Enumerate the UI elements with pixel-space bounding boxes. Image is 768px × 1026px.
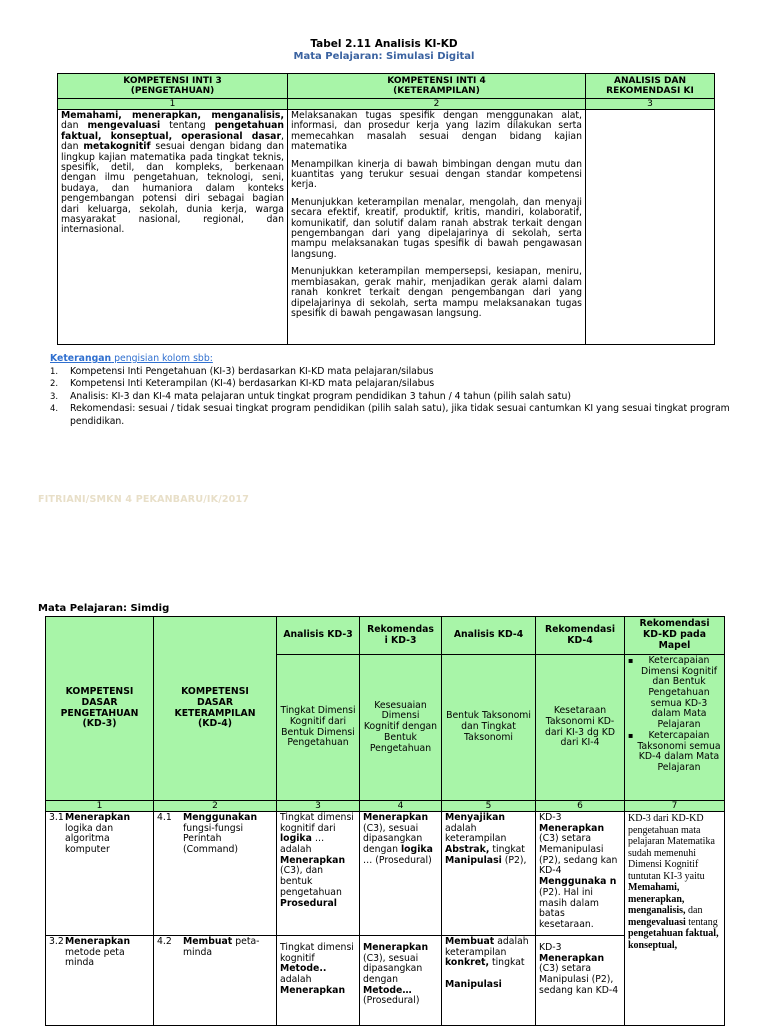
notes-list	[50, 366, 740, 429]
list-item: 1. Kompetensi Inti Pengetahuan (KI-3) berdasarkan KI-KD mata pelajaran/silabus	[50, 365, 434, 377]
ki3-cell: Memahami, menerapkan, menganalisis, dan mengevaluasi tentang pengetahuan faktual, konseptual, operasional dasar, dan metakognitif sesuai dengan bidang dan lingkup kajian matematika pada tingkat teknis, spesifik, detil, dan kompleks, berkenaan dengan ilmu pengetahuan, teknologi, seni, budaya, dan humaniora dalam konteks pengembangan potensi diri sebagai bagian dari keluarga, sekolah, dunia kerja, warga masyarakat nasional, regional, dan internasional.	[58, 110, 288, 345]
col-number: 1	[46, 801, 154, 812]
col-number: 2	[288, 99, 586, 110]
table-row	[46, 936, 725, 1026]
sub-rekomendasi-kd4: Kesetaraan Taksonomi KD-dari KI-3 dg KD dari KI-4	[536, 655, 625, 801]
analisis-kd4-cell: Menyajikan adalah keterampilan Abstrak, tingkat Manipulasi (P2),	[442, 812, 536, 936]
ki4-paragraph: Menunjukkan keterampilan menalar, mengolah, dan menyaji secara efektif, kreatif, produktif, kritis, mandiri, kolaboratif, komunikatif, dan solutif dalam ranah abstrak terkait dengan pengembangan dari yang dipelajarinya di sekolah, serta mampu melaksanakan tugas spesifik di bawah pengawasan langsung.	[291, 196, 582, 260]
sub-rekomendasi-kd-mapel	[625, 655, 725, 801]
kd4-cell: 4.2 Membuat peta-minda	[154, 936, 277, 1026]
header-rekomendasi-kd3: Rekomendas i KD-3	[360, 617, 442, 655]
table-subtitle: Mata Pelajaran: Simulasi Digital	[293, 51, 475, 62]
rekomendasi-kd4-cell: KD-3 Menerapkan (C3) setara Manipulasi (P2), sedang kan KD-4	[536, 936, 625, 1026]
kd3-cell: 3.2 Menerapkan metode peta minda	[46, 936, 154, 1026]
list-item: 2. Kompetensi Inti Keterampilan (KI-4) berdasarkan KI-KD mata pelajaran/silabus	[50, 378, 435, 389]
rekomendasi-kd3-cell: Menerapkan (C3), sesuai dipasangkan dengan logika … (Prosedural)	[360, 812, 442, 936]
col-number: 4	[360, 801, 442, 812]
table-title: Tabel 2.11 Analisis KI-KD	[310, 38, 458, 50]
ki4-paragraph: Menampilkan kinerja di bawah bimbingan dengan mutu dan kuantitas yang terukur sesuai dengan standar kompetensi kerja.	[291, 158, 582, 191]
header-ki3: KOMPETENSI INTI 3 (PENGETAHUAN)	[58, 74, 288, 99]
header-rekomendasi-kd4: Rekomendasi KD-4	[536, 617, 625, 655]
ki4-paragraph: Menunjukkan keterampilan mempersepsi, kesiapan, meniru, membiasakan, gerak mahir, menjadikan gerak alami dalam ranah konkret terkait dengan pengembangan dari yang dipelajarinya di sekolah, serta mampu melaksanakan tugas spesifik di bawah pengawasan langsung.	[291, 266, 582, 319]
col-number: 2	[154, 801, 277, 812]
header-ki4: KOMPETENSI INTI 4 (KETERAMPILAN)	[288, 74, 586, 99]
subject-label: Mata Pelajaran: Simdig	[38, 603, 170, 614]
col-number: 5	[442, 801, 536, 812]
col-number: 6	[536, 801, 625, 812]
sub-analisis-kd4: Bentuk Taksonomi dan Tingkat Taksonomi	[442, 655, 536, 801]
kd4-cell: 4.1 Menggunakan fungsi-fungsi Perintah (Command)	[154, 812, 277, 936]
list-item: 3. Analisis: KI-3 dan KI-4 mata pelajaran untuk tingkat program pendidikan 3 tahun / 4 tahun (pilih salah satu)	[50, 390, 572, 402]
col-number: 1	[58, 99, 288, 110]
header-kd4: KOMPETENSI DASAR KETERAMPILAN (KD-4)	[154, 617, 277, 801]
rekomendasi-kd4-cell: KD-3 Menerapkan (C3) setara Memanipulasi (P2), sedang kan KD-4 Menggunaka n (P2). Hal ini masih dalam batas kesetaraan.	[536, 812, 625, 936]
kd3-cell: 3.1 Menerapkan logika dan algoritma komputer	[46, 812, 154, 936]
notes-section	[50, 353, 740, 428]
sub-rekomendasi-kd3: Kesesuaian Dimensi Kognitif dengan Bentuk Pengetahuan	[360, 655, 442, 801]
analisis-kd3-cell: Tingkat dimensi kognitif Metode.. adalah Menerapkan	[277, 936, 360, 1026]
kd-analysis-table	[45, 616, 725, 1026]
sub-analisis-kd3: Tingkat Dimensi Kognitif dari Bentuk Dimensi Pengetahuan	[277, 655, 360, 801]
analisis-ki-cell[interactable]	[586, 110, 715, 345]
header-kd3: KOMPETENSI DASAR PENGETAHUAN (KD-3)	[46, 617, 154, 801]
page-footer: FITRIANI/SMKN 4 PEKANBARU/IK/2017	[38, 494, 250, 505]
header-analisis-kd4: Analisis KD-4	[442, 617, 536, 655]
rekomendasi-kd-mapel-cell: KD-3 dari KD-KD pengetahuan mata pelajaran Matematika sudah memenuhi Dimensi Kognitif tuntutan KI-3 yaitu Memahami, menerapkan, menganalisis, dan mengevaluasi tentang pengetahuan faktual, konseptual,	[625, 812, 725, 1026]
ki4-cell	[288, 110, 586, 345]
list-item: 4. Rekomendasi: sesuai / tidak sesuai tingkat program pendidikan (pilih salah satu), jika tidak sesuai cantumkan KI yang sesuai tingkat program pendidikan.	[50, 403, 730, 427]
col-number: 3	[277, 801, 360, 812]
col-number: 7	[625, 801, 725, 812]
ki-analysis-table	[57, 73, 715, 345]
list-item: ▪ Ketercapaian Taksonomi semua KD-4 dalam Mata Pelajaran	[628, 731, 721, 774]
rekomendasi-kd3-cell: Menerapkan (C3), sesuai dipasangkan dengan Metode… (Prosedural)	[360, 936, 442, 1026]
table-row	[46, 812, 725, 936]
analisis-kd3-cell: Tingkat dimensi kognitif dari logika … adalah Menerapkan (C3), dan bentuk pengetahuan Prosedural	[277, 812, 360, 936]
ki4-paragraph: Melaksanakan tugas spesifik dengan menggunakan alat, informasi, dan prosedur kerja yang lazim dilakukan serta memecahkan masalah sesuai dengan bidang kajian matematika	[291, 110, 582, 153]
notes-heading: Keterangan pengisian kolom sbb:	[50, 353, 213, 364]
header-rekomendasi-kd-mapel: Rekomendasi KD-KD pada Mapel	[625, 617, 725, 655]
header-analisis-kd3: Analisis KD-3	[277, 617, 360, 655]
col-number: 3	[586, 99, 715, 110]
header-analisis-ki: ANALISIS DAN REKOMENDASI KI	[586, 74, 715, 99]
analisis-kd4-cell: Membuat adalah keterampilan konkret, tingkat Manipulasi	[442, 936, 536, 1026]
list-item: ▪ Ketercapaian Dimensi Kognitif dan Bentuk Pengetahuan semua KD-3 dalam Mata Pelajaran	[628, 656, 721, 731]
